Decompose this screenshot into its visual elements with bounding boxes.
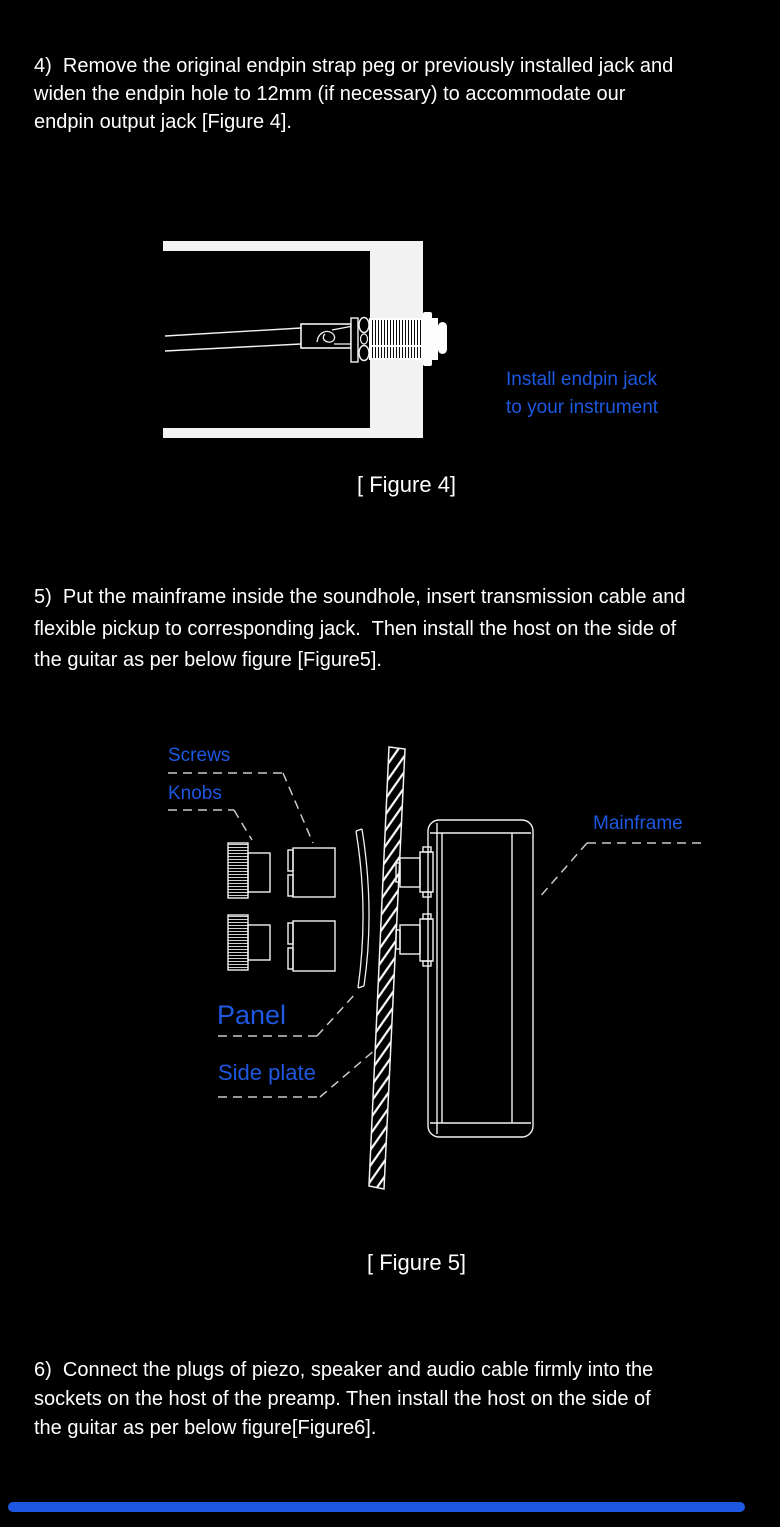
step4-line2: widen the endpin hole to 12mm (if necessary) to accommodate our: [34, 83, 626, 105]
step4-line1: 4) Remove the original endpin strap peg or previously installed jack and: [34, 55, 674, 77]
step6-line1: 6) Connect the plugs of piezo, speaker and audio cable firmly into the: [34, 1359, 654, 1381]
step5-line3: the guitar as per below figure [Figure5].: [34, 649, 382, 671]
figure5-caption: [ Figure 5]: [367, 1250, 467, 1275]
knobs-drawing: [228, 843, 270, 970]
knobs-label: Knobs: [168, 783, 222, 804]
screws-label: Screws: [168, 745, 231, 766]
panel-drawing: [356, 829, 369, 988]
screws-drawing: [288, 848, 335, 971]
cable-drawing: [165, 328, 301, 351]
step6-line2: sockets on the host of the preamp. Then install the host on the side of: [34, 1388, 651, 1410]
side-plate-drawing: [369, 747, 405, 1189]
step5-paragraph: [34, 582, 758, 677]
panel-label: Panel: [217, 1000, 287, 1030]
side-plate-label: Side plate: [218, 1060, 316, 1085]
mainframe-drawing: [396, 820, 533, 1137]
endpin-jack-drawing: [301, 312, 447, 366]
figure4-caption: [ Figure 4]: [357, 472, 457, 497]
step4-paragraph: [34, 52, 758, 136]
mainframe-label: Mainframe: [593, 813, 683, 834]
step5-line2: flexible pickup to corresponding jack. Then install the host on the side of: [34, 617, 677, 640]
step5-line1: 5) Put the mainframe inside the soundhole, insert transmission cable and: [34, 586, 686, 608]
figure4-annotation: [506, 366, 658, 422]
figure4-annotation-line2: to your instrument: [506, 397, 659, 418]
figure4-drawing: [155, 232, 475, 444]
step6-paragraph: [34, 1356, 758, 1443]
figure5-drawing: [150, 735, 760, 1205]
step6-line3: the guitar as per below figure[Figure6].: [34, 1417, 377, 1439]
footer-accent-bar: [8, 1502, 745, 1512]
step4-line3: endpin output jack [Figure 4].: [34, 111, 292, 133]
figure4-annotation-line1: Install endpin jack: [506, 369, 658, 390]
